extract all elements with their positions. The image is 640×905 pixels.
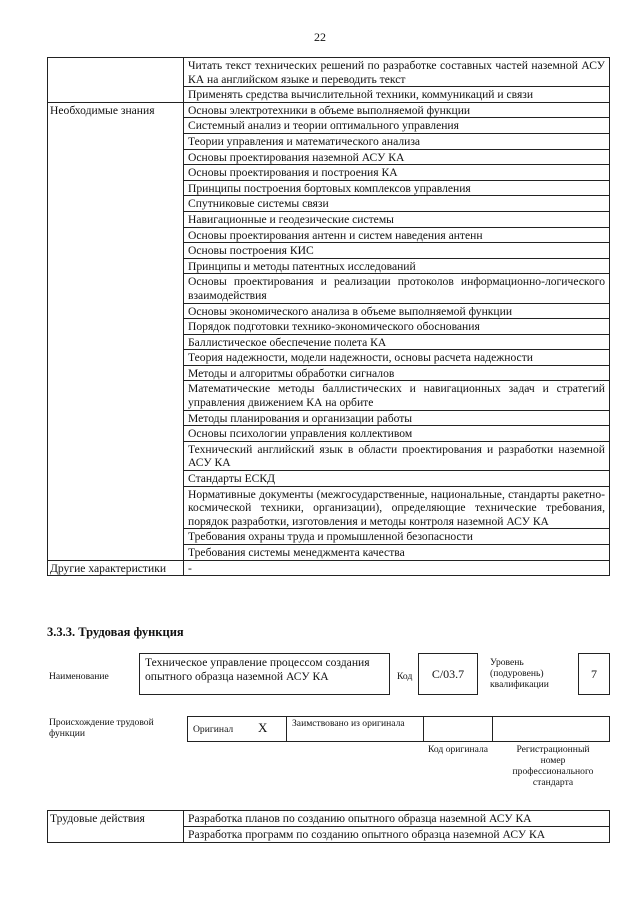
knowledge-item: Основы экономического анализа в объеме выполняемой функции xyxy=(184,303,610,319)
knowledge-item: Спутниковые системы связи xyxy=(184,196,610,212)
original-mark: X xyxy=(258,720,268,735)
section-heading: 3.3.3. Трудовая функция xyxy=(47,625,184,639)
knowledge-item: Принципы построения бортовых комплексов управления xyxy=(184,180,610,196)
knowledge-item: Основы проектирования наземной АСУ КА xyxy=(184,149,610,165)
other-characteristics-label: Другие характеристики xyxy=(48,560,184,576)
knowledge-item: Основы проектирования и реализации протоколов информационно-логического взаимодействия xyxy=(184,274,610,303)
knowledge-item: Теории управления и математического анализа xyxy=(184,133,610,149)
knowledge-item: Методы и алгоритмы обработки сигналов xyxy=(184,365,610,381)
code-value: C/03.7 xyxy=(418,653,478,695)
knowledge-item: Основы электротехники в объеме выполняемой функции xyxy=(184,102,610,118)
knowledge-item: Порядок подготовки технико-экономического обоснования xyxy=(184,319,610,335)
origin-label: Происхождение трудовой функции xyxy=(49,717,154,739)
knowledge-item: Основы проектирования и построения КА xyxy=(184,165,610,181)
knowledge-item: Основы построения КИС xyxy=(184,243,610,259)
knowledge-item: Принципы и методы патентных исследований xyxy=(184,258,610,274)
labor-action-item: Разработка программ по созданию опытного образца наземной АСУ КА xyxy=(184,827,610,843)
orig-code-box xyxy=(423,716,493,742)
empty-label-cell xyxy=(48,58,184,103)
name-label: Наименование xyxy=(49,671,109,682)
knowledge-item: Основы проектирования антенн и систем наведения антенн xyxy=(184,227,610,243)
reg-number-box xyxy=(492,716,610,742)
skill-item: Читать текст технических решений по разработке составных частей наземной АСУ КА на английском языке и переводить текст xyxy=(184,58,610,87)
knowledge-item: Системный анализ и теории оптимального управления xyxy=(184,118,610,134)
knowledge-item: Требования системы менеджмента качества xyxy=(184,545,610,561)
labor-action-item: Разработка планов по созданию опытного образца наземной АСУ КА xyxy=(184,811,610,827)
borrowed-label: Заимствовано из оригинала xyxy=(292,718,405,729)
other-characteristics-value: - xyxy=(184,560,610,576)
labor-actions-label: Трудовые действия xyxy=(48,811,184,843)
knowledge-item: Теория надежности, модели надежности, основы расчета надежности xyxy=(184,350,610,366)
knowledge-item: Методы планирования и организации работы xyxy=(184,410,610,426)
knowledge-item: Основы психологии управления коллективом xyxy=(184,426,610,442)
labor-actions-table xyxy=(47,810,610,843)
reg-number-label: Регистрационный номер профессионального стандарта xyxy=(512,744,594,788)
knowledge-label: Необходимые знания xyxy=(48,102,184,560)
table-row xyxy=(48,102,610,118)
orig-code-label: Код оригинала xyxy=(427,744,489,755)
knowledge-item: Баллистическое обеспечение полета КА xyxy=(184,334,610,350)
knowledge-item: Нормативные документы (межгосударственные, национальные, стандарты ракетно-космической техники, организации), определяющие технические требования, порядок разработки, изготовления и методы контроля наземной АСУ КА xyxy=(184,486,610,529)
skill-item: Применять средства вычислительной техники, коммуникаций и связи xyxy=(184,87,610,103)
knowledge-item: Математические методы баллистических и навигационных задач и стратегий управления движением КА на орбите xyxy=(184,381,610,410)
knowledge-item: Стандарты ЕСКД xyxy=(184,471,610,487)
code-label: Код xyxy=(397,671,413,682)
knowledge-item: Требования охраны труда и промышленной безопасности xyxy=(184,529,610,545)
page-number: 22 xyxy=(314,30,326,44)
table-row xyxy=(48,811,610,827)
level-label: Уровень (подуровень) квалификации xyxy=(490,657,549,690)
table-row xyxy=(48,58,610,87)
level-value: 7 xyxy=(578,653,610,695)
function-name-value: Техническое управление процессом создания опытного образца наземной АСУ КА xyxy=(139,653,390,695)
original-label: Оригинал xyxy=(193,724,234,735)
knowledge-item: Технический английский язык в области проектирования и разработки наземной АСУ КА xyxy=(184,441,610,470)
table-row xyxy=(48,560,610,576)
knowledge-item: Навигационные и геодезические системы xyxy=(184,211,610,227)
knowledge-table xyxy=(47,57,610,576)
